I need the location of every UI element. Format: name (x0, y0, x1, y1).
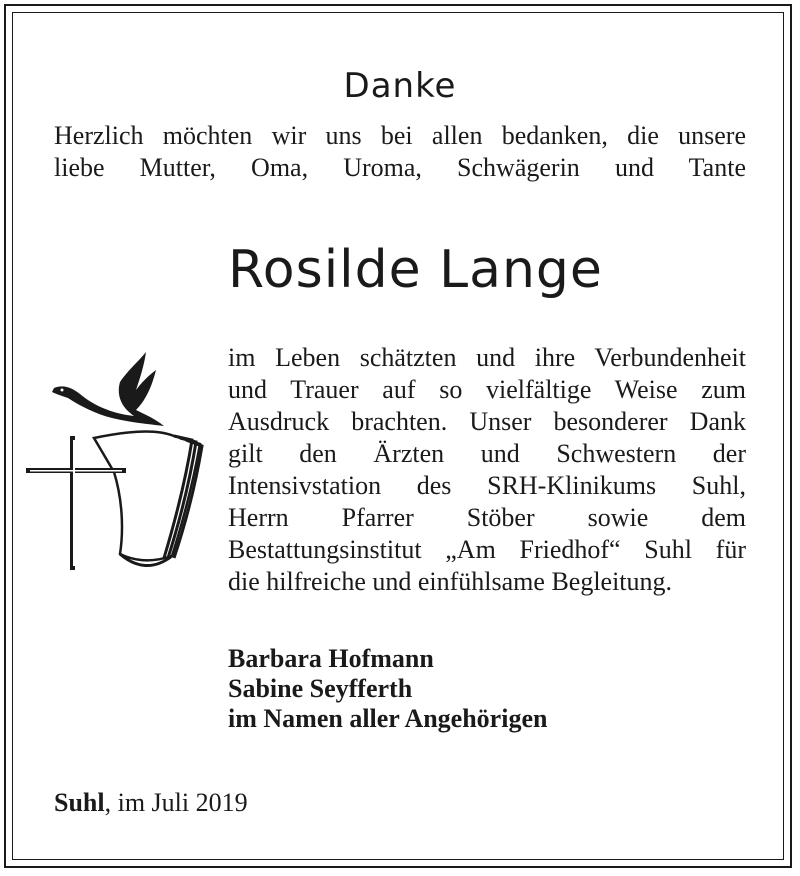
body-line: Ausdruck brachten. Unser besonderer Dank (228, 407, 746, 436)
date-text: , im Juli 2019 (104, 788, 248, 817)
dove-icon (52, 352, 164, 426)
body-line: Bestattungsinstitut „Am Friedhof“ Suhl für (228, 535, 746, 564)
intro-text (54, 120, 746, 184)
dove-cross-book-icon (24, 348, 204, 578)
intro-line: liebe Mutter, Oma, Uroma, Schwägerin und Tante (54, 153, 746, 182)
body-line: Intensivstation des SRH-Klinikums Suhl, (228, 471, 746, 500)
body-line: im Leben schätzten und ihre Verbundenheit (228, 343, 746, 372)
place-date (54, 788, 248, 818)
body-text (228, 342, 746, 598)
body-line: gilt den Ärzten und Schwestern der (228, 439, 746, 468)
body-line: die hilfreiche und einfühlsame Begleitung. (228, 567, 673, 596)
signer-line: Barbara Hofmann (228, 644, 434, 673)
intro-line: Herzlich möchten wir uns bei allen bedanken, die unsere (54, 121, 746, 150)
signers (228, 644, 748, 734)
body-line: Herrn Pfarrer Stöber sowie dem (228, 503, 746, 532)
deceased-name: Rosilde Lange (228, 240, 603, 300)
signer-line: im Namen aller Angehörigen (228, 704, 548, 733)
place-name: Suhl (54, 788, 105, 817)
signer-line: Sabine Seyfferth (228, 674, 413, 703)
body-line: und Trauer auf so vielfältige Weise zum (228, 375, 746, 404)
heading: Danke (343, 66, 457, 106)
